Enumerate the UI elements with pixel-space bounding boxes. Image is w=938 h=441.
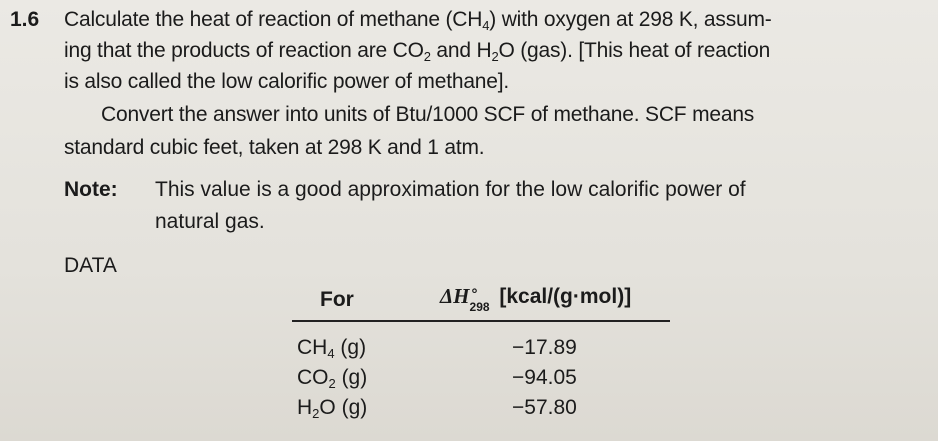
- table-row-species: [297, 366, 367, 390]
- temperature-subscript: 298: [469, 300, 490, 314]
- standard-state-superscript: °: [471, 286, 478, 303]
- text-segment: H: [297, 396, 313, 419]
- table-row-species: [297, 396, 367, 420]
- text-segment: CO: [297, 366, 329, 389]
- text-segment: ) with oxygen at 298 K, assum-: [489, 8, 772, 31]
- note-line-2: natural gas.: [155, 210, 265, 233]
- text-segment: and H: [430, 39, 492, 62]
- text-segment: CH: [297, 336, 328, 359]
- subscript: 2: [312, 406, 320, 421]
- table-header-rule: [292, 320, 670, 322]
- text-segment: ing that the products of reaction are CO: [64, 39, 424, 62]
- unit-label: [kcal/(g·mol)]: [499, 285, 632, 308]
- problem-line-4: Convert the answer into units of Btu/1000 SCF of methane. SCF means: [101, 103, 755, 126]
- subscript: 2: [491, 49, 499, 64]
- table-row-value: −17.89: [512, 336, 577, 359]
- table-row-value: −57.80: [512, 396, 577, 419]
- subscript: 4: [327, 346, 335, 361]
- problem-line-3: is also called the low calorific power of methane].: [64, 70, 510, 93]
- table-row-species: [297, 336, 366, 360]
- subscript: 2: [328, 376, 336, 391]
- text-segment: O (gas). [This heat of reaction: [498, 39, 771, 62]
- text-segment: (g): [334, 336, 367, 359]
- text-segment: (g): [335, 366, 368, 389]
- note-label: Note:: [64, 178, 118, 201]
- column-header-enthalpy: [440, 284, 632, 314]
- text-segment: O (g): [319, 396, 368, 419]
- text-segment: Calculate the heat of reaction of methane (CH: [64, 8, 483, 31]
- subscript: 2: [423, 49, 431, 64]
- subscript: 4: [482, 18, 490, 33]
- data-heading: DATA: [64, 254, 117, 277]
- problem-number: 1.6: [10, 8, 40, 31]
- note-line-1: This value is a good approximation for the low calorific power of: [155, 178, 746, 201]
- delta-h-symbol: ΔH: [440, 284, 470, 308]
- table-row-value: −94.05: [512, 366, 577, 389]
- problem-line-5: standard cubic feet, taken at 298 K and 1 atm.: [64, 136, 485, 159]
- column-header-for: For: [320, 288, 354, 311]
